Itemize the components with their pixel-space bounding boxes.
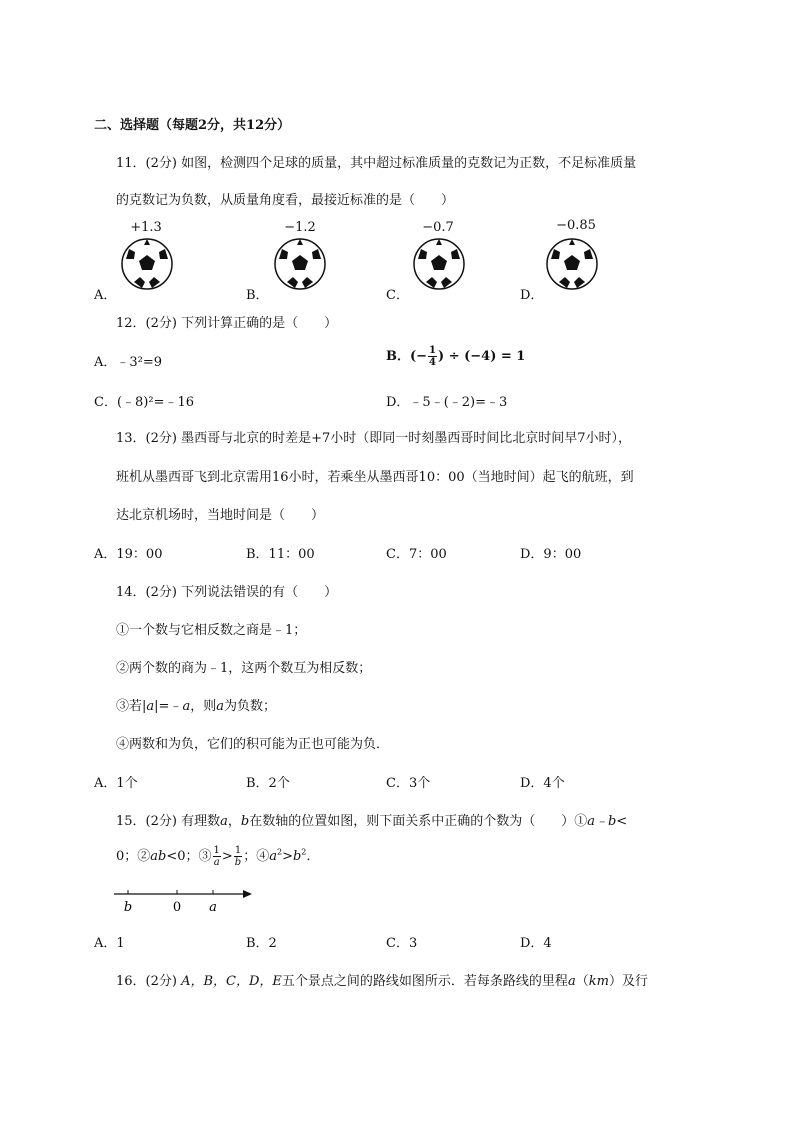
q14-option-b[interactable]: B．2个 [246,776,290,791]
q14-option-c[interactable]: C．3个 [386,776,431,791]
q14-option-a[interactable]: A．1个 [94,776,138,791]
exponent: 2 [301,847,307,857]
axis-arrow [243,890,252,898]
q12-b-suffix: ) ÷ (−4) = 1 [438,349,526,364]
fraction-1-over-b [234,845,242,868]
q13-option-b[interactable]: B．11：00 [246,547,315,562]
text-fragment: 为负数； [223,699,276,714]
variable-a: a [216,699,224,714]
text-fragment: > [221,849,233,864]
text-fragment: 五个景点之间的路线如图所示．若每条路线的里程 [281,974,568,989]
q13-stem-line3: 达北京机场时，当地时间是（ ） [116,508,325,523]
q12-b-fraction [428,345,437,368]
variable-a: a [146,699,155,714]
ball-d-label: −0.85 [556,218,596,233]
q11-stem-line2: 的克数记为负数，从质量角度看，最接近标准的是（ ） [116,193,455,208]
q14-statement-4: ④两数和为负，它们的积可能为正也可能为负． [116,737,390,752]
q13-stem-line1: 13．(2分) 墨西哥与北京的时差是+7小时（即同一时刻墨西哥时间比北京时间早7小时）， [116,431,632,446]
q14-statement-3 [116,695,276,714]
text-fragment: ；④ [243,849,270,864]
point-names: A，B，C，D，E [181,974,282,989]
q12-option-a[interactable]: A．﹣3²=9 [94,355,163,370]
soccer-ball-icon [545,237,599,291]
soccer-ball-icon [120,237,174,291]
option-a-letter: A． [94,288,117,303]
text-fragment: 16．(2分) [116,974,177,989]
q13-stem-line2: 班机从墨西哥飞到北京需用16小时，若乘坐从墨西哥10：00（当地时间）起飞的航班，到 [116,470,634,485]
text-fragment: ③若| [116,699,147,714]
ball-a-label: +1.3 [130,220,162,235]
text-fragment: < [616,814,628,829]
ball-c-label: −0.7 [422,220,454,235]
variable-a: a [220,814,228,829]
section-title: 二、选择题（每题2分，共12分） [94,118,291,133]
variable-a: a [182,699,191,714]
q11-stem-line1: 11．(2分) 如图，检测四个足球的质量，其中超过标准质量的克数记为正数，不足标准质量 [116,156,637,171]
option-d-letter: D． [520,288,544,303]
text-fragment: > [282,849,293,864]
q15-option-d[interactable]: D．4 [520,936,552,951]
fraction-numerator: 1 [429,345,437,356]
text-fragment: <0；③ [166,849,212,864]
fraction-numerator: 1 [213,845,220,856]
text-fragment: 15．(2分) 有理数 [116,814,221,829]
label-b: b [123,900,133,915]
q15-option-b[interactable]: B．2 [246,936,277,951]
text-fragment: 及行 [621,974,648,989]
text-fragment: ， [227,814,241,829]
q14-statement-2: ②两个数的商为﹣1，这两个数互为相反数； [116,661,372,676]
unit-km: km [588,974,609,989]
q15-option-c[interactable]: C．3 [386,936,418,951]
q13-option-d[interactable]: D．9：00 [520,547,582,562]
option-c-letter: C． [386,288,409,303]
q15-stem-line2 [116,845,319,868]
q16-stem-line1: 16．(2分) A，B，C，D，E五个景点之间的路线如图所示．若每条路线的里程a（km）及行 [116,974,648,989]
expression: a [269,849,277,864]
q14-option-d[interactable]: D．4个 [520,776,565,791]
fraction-numerator: 1 [234,845,242,856]
exponent: 2 [276,847,283,857]
q13-option-c[interactable]: C．7：00 [386,547,447,562]
q12-stem: 12．(2分) 下列计算正确的是（ ） [116,316,338,331]
text-fragment: ． [306,849,320,864]
fraction-denominator: 4 [429,357,437,368]
option-b-letter: B． [246,288,269,303]
ball-b-label: −1.2 [284,220,316,235]
soccer-ball-icon [273,237,327,291]
soccer-ball-icon [412,237,466,291]
expression: b [292,849,302,864]
q12-option-c[interactable]: C．(﹣8)²=﹣16 [94,395,195,410]
label-0: 0 [172,900,182,915]
variable-b: b [240,814,250,829]
text-fragment: 0；② [116,849,151,864]
q13-option-a[interactable]: A．19：00 [94,547,163,562]
fraction-1-over-a [213,845,221,868]
text-fragment: ，则 [190,699,217,714]
label-a: a [209,900,217,915]
fraction-denominator: a [213,857,220,868]
expression: ab [150,849,167,864]
q12-option-d[interactable]: D．﹣5﹣(﹣2)=﹣3 [386,395,508,410]
q14-statement-1: ①一个数与它相反数之商是﹣1； [116,623,307,638]
expression: a﹣b [587,814,617,829]
text-fragment: 在数轴的位置如图，则下面关系中正确的个数为（ ）① [249,814,588,829]
number-line-diagram [112,884,262,916]
text-fragment: |=﹣ [154,699,183,714]
fraction-denominator: b [234,857,242,868]
q12-option-b[interactable] [386,345,525,368]
q12-b-prefix: B．(− [386,349,428,364]
q14-stem: 14．(2分) 下列说法错误的有（ ） [116,585,338,600]
q15-option-a[interactable]: A．1 [94,936,125,951]
q15-stem-line1 [116,810,627,829]
variable-a: a [567,974,576,989]
